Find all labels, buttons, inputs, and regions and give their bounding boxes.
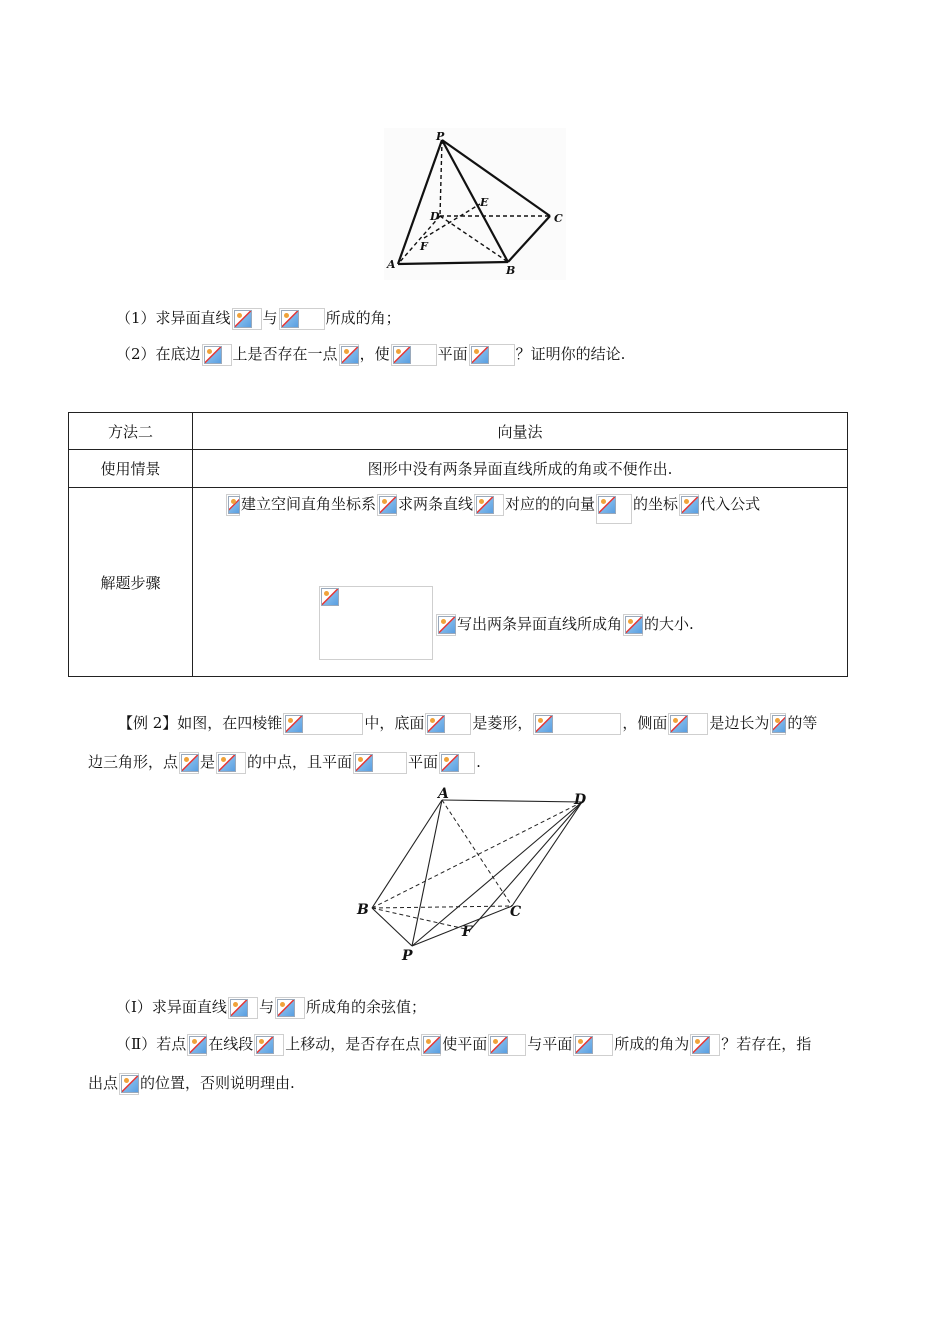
text: 建立空间直角坐标系 bbox=[241, 495, 377, 513]
table-cell: 图形中没有两条异面直线所成的角或不便作出. bbox=[193, 450, 848, 488]
example-2-line-1 bbox=[118, 713, 817, 735]
table-cell-steps bbox=[193, 488, 848, 677]
label-b: B bbox=[506, 264, 516, 277]
formula-image bbox=[391, 344, 437, 366]
text: ，使 bbox=[359, 345, 390, 363]
formula-image bbox=[226, 494, 240, 516]
formula-image bbox=[573, 1034, 613, 1056]
text: 的坐标 bbox=[633, 495, 679, 513]
text: 所成的角为 bbox=[614, 1035, 690, 1053]
label-d: D bbox=[430, 210, 440, 223]
text: 【例 2】如图，在四棱锥 bbox=[118, 714, 283, 732]
text: 平面 bbox=[408, 753, 439, 771]
text: 所成角的余弦值； bbox=[305, 998, 426, 1016]
question-1-line-2 bbox=[116, 344, 625, 366]
text: 平面 bbox=[437, 345, 468, 363]
formula-image bbox=[339, 344, 359, 366]
question-2-line-1 bbox=[116, 997, 426, 1019]
text: （Ⅰ）求异面直线 bbox=[116, 998, 227, 1016]
formula-image bbox=[596, 494, 632, 524]
text: （1）求异面直线 bbox=[116, 309, 231, 327]
table-cell: 向量法 bbox=[193, 413, 848, 450]
question-2-line-2 bbox=[116, 1034, 811, 1056]
table-cell: 方法二 bbox=[69, 413, 193, 450]
formula-image bbox=[275, 997, 305, 1019]
text: 与 bbox=[262, 309, 278, 327]
table-cell: 解题步骤 bbox=[69, 488, 193, 677]
label-a: A bbox=[438, 786, 449, 802]
question-2-line-3 bbox=[88, 1073, 295, 1095]
question-1-line-1 bbox=[116, 308, 401, 330]
formula-image-large bbox=[319, 586, 433, 660]
steps-line-2 bbox=[435, 614, 694, 636]
label-c: C bbox=[554, 212, 563, 225]
formula-image bbox=[533, 713, 621, 735]
formula-image bbox=[228, 997, 258, 1019]
text: 上移动，是否存在点 bbox=[285, 1035, 421, 1053]
text: （2）在底边 bbox=[116, 345, 201, 363]
text: 在线段 bbox=[208, 1035, 254, 1053]
formula-image bbox=[232, 308, 262, 330]
label-f: F bbox=[420, 240, 428, 253]
label-p: P bbox=[436, 130, 445, 143]
text: 所成的角； bbox=[325, 309, 401, 327]
text: 与 bbox=[258, 998, 274, 1016]
label-p: P bbox=[402, 948, 413, 964]
formula-image bbox=[421, 1034, 441, 1056]
steps-line-1 bbox=[225, 494, 760, 524]
text: 求两条直线 bbox=[398, 495, 474, 513]
label-c: C bbox=[510, 904, 522, 920]
text: 代入公式 bbox=[700, 495, 761, 513]
formula-image bbox=[179, 752, 199, 774]
figure-pyramid-1 bbox=[384, 128, 566, 280]
formula-image bbox=[187, 1034, 207, 1056]
text: 使平面 bbox=[442, 1035, 488, 1053]
formula-image bbox=[119, 1073, 139, 1095]
text: . bbox=[476, 753, 481, 771]
formula-image bbox=[623, 614, 643, 636]
formula-image bbox=[216, 752, 246, 774]
label-b: B bbox=[357, 902, 369, 918]
figure-pyramid-2 bbox=[352, 784, 598, 964]
formula-image bbox=[353, 752, 407, 774]
formula-image bbox=[425, 713, 471, 735]
text: 是 bbox=[200, 753, 216, 771]
formula-image bbox=[469, 344, 515, 366]
formula-image bbox=[283, 713, 363, 735]
formula-image bbox=[377, 494, 397, 516]
formula-image bbox=[254, 1034, 284, 1056]
text: 上是否存在一点 bbox=[232, 345, 338, 363]
text: 写出两条异面直线所成角 bbox=[457, 615, 623, 633]
formula-image bbox=[279, 308, 325, 330]
text: 的位置，否则说明理由. bbox=[140, 1074, 295, 1092]
method-table bbox=[68, 412, 848, 677]
label-d: D bbox=[574, 792, 587, 808]
text: （Ⅱ）若点 bbox=[116, 1035, 187, 1053]
formula-image bbox=[690, 1034, 720, 1056]
text: 是边长为 bbox=[709, 714, 770, 732]
formula-image bbox=[439, 752, 475, 774]
text: ？若存在，指 bbox=[721, 1035, 812, 1053]
text: 边三角形，点 bbox=[88, 753, 179, 771]
text: 出点 bbox=[88, 1074, 119, 1092]
text: 与平面 bbox=[527, 1035, 573, 1053]
formula-image bbox=[488, 1034, 526, 1056]
formula-image bbox=[770, 713, 786, 735]
formula-image bbox=[668, 713, 708, 735]
formula-image bbox=[679, 494, 699, 516]
label-f: F bbox=[462, 924, 472, 940]
text: 是菱形， bbox=[472, 714, 533, 732]
table-cell: 使用情景 bbox=[69, 450, 193, 488]
label-e: E bbox=[480, 196, 489, 209]
label-a: A bbox=[387, 258, 396, 271]
text: 的大小. bbox=[644, 615, 694, 633]
text: 的中点，且平面 bbox=[247, 753, 353, 771]
example-2-line-2 bbox=[88, 752, 481, 774]
text: 中，底面 bbox=[364, 714, 425, 732]
text: ？证明你的结论. bbox=[515, 345, 626, 363]
formula-image bbox=[474, 494, 504, 516]
text: ，侧面 bbox=[622, 714, 668, 732]
text: 对应的的向量 bbox=[505, 495, 596, 513]
text: 的等 bbox=[787, 714, 818, 732]
formula-image bbox=[436, 614, 456, 636]
formula-image bbox=[202, 344, 232, 366]
